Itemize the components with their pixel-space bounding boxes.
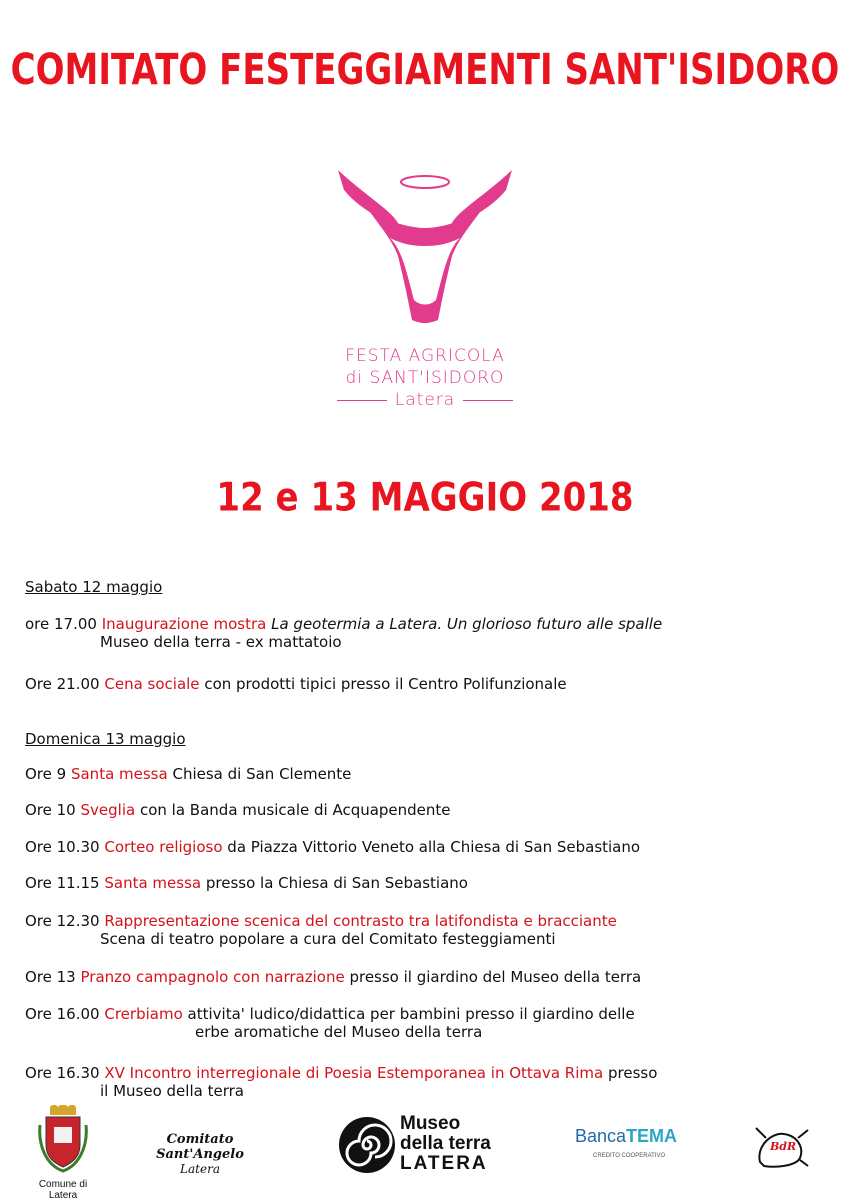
bdr-sponsor	[752, 1122, 812, 1172]
item-time: Ore 13	[25, 968, 76, 986]
item-event: Corteo religioso	[104, 838, 223, 856]
list-item	[25, 912, 617, 948]
item-event: Inaugurazione mostra	[101, 615, 267, 633]
sponsor-footer	[0, 1100, 850, 1200]
museo-text	[400, 1114, 491, 1174]
divider	[463, 400, 513, 401]
item-time: Ore 12.30	[25, 912, 100, 930]
item-time: Ore 11.15	[25, 874, 100, 892]
item-event: Santa messa	[70, 765, 168, 783]
museo-sponsor	[338, 1113, 518, 1186]
item-event: Rappresentazione scenica del contrasto tra latifondista e bracciante	[104, 912, 617, 930]
list-item	[25, 801, 451, 819]
item-event: Pranzo campagnolo con narrazione	[80, 968, 345, 986]
item-time: Ore 16.00	[25, 1005, 100, 1023]
museo-line3: LATERA	[400, 1153, 488, 1174]
item-time: Ore 10	[25, 801, 76, 819]
festa-logo-icon	[330, 160, 520, 330]
banca-sub: CREDITO COOPERATIVO	[593, 1153, 666, 1159]
item-detail: con la Banda musicale di Acquapendente	[139, 801, 451, 819]
logo-line2: di SANT'ISIDORO	[345, 368, 505, 388]
list-item	[25, 765, 351, 783]
item-detail: La geotermia a Latera. Un glorioso futuro alle spalle	[271, 615, 663, 633]
list-item	[25, 874, 468, 892]
item-event: Crerbiamo	[104, 1005, 183, 1023]
comitato-line1: Comitato Sant'Angelo	[156, 1132, 244, 1162]
item-detail: con prodotti tipici presso il Centro Polifunzionale	[204, 675, 567, 693]
list-item	[25, 838, 640, 856]
list-item	[25, 968, 641, 986]
item-sub: il Museo della terra	[100, 1082, 244, 1100]
banca-a: Banca	[575, 1126, 627, 1146]
logo-line1: FESTA AGRICOLA	[345, 346, 505, 366]
item-detail: Chiesa di San Clemente	[172, 765, 352, 783]
museo-line1: Museo	[400, 1113, 461, 1134]
item-time: Ore 21.00	[25, 675, 100, 693]
item-time: Ore 16.30	[25, 1064, 100, 1082]
day1-heading: Sabato 12 maggio	[25, 578, 163, 596]
item-event: Sveglia	[80, 801, 136, 819]
poster-title: COMITATO FESTEGGIAMENTI SANT'ISIDORO	[10, 45, 840, 95]
bdr-label: BdR	[770, 1140, 797, 1153]
museo-line2: della terra	[400, 1133, 491, 1154]
banca-b: TEMA	[626, 1126, 678, 1146]
item-detail: da Piazza Vittorio Veneto alla Chiesa di San Sebastiano	[227, 838, 641, 856]
list-item	[25, 675, 567, 693]
item-event: Santa messa	[104, 874, 202, 892]
item-sub: Museo della terra - ex mattatoio	[100, 633, 342, 651]
comitato-line2: Latera	[180, 1162, 220, 1176]
item-detail: presso la Chiesa di San Sebastiano	[205, 874, 468, 892]
divider	[337, 400, 387, 401]
day2-heading: Domenica 13 maggio	[25, 730, 186, 748]
item-sub: Scena di teatro popolare a cura del Comitato festeggiamenti	[100, 930, 556, 948]
comune-sponsor	[28, 1105, 98, 1201]
item-detail: presso	[608, 1064, 658, 1082]
item-time: Ore 10.30	[25, 838, 100, 856]
comitato-sponsor	[135, 1132, 265, 1176]
list-item	[25, 1064, 657, 1100]
item-time: Ore 9	[25, 765, 67, 783]
item-detail: presso il giardino del Museo della terra	[349, 968, 642, 986]
comune-label: Comune di Latera	[38, 1179, 88, 1201]
logo-place-text: Latera	[394, 390, 456, 410]
banca-logo	[575, 1126, 695, 1147]
list-item	[25, 615, 662, 651]
logo-place	[0, 389, 850, 411]
event-date: 12 e 13 MAGGIO 2018	[216, 475, 634, 521]
item-event: Cena sociale	[104, 675, 200, 693]
item-sub: erbe aromatiche del Museo della terra	[195, 1023, 483, 1041]
item-time: ore 17.00	[25, 615, 97, 633]
spiral-icon	[338, 1116, 396, 1174]
coat-of-arms-icon	[36, 1105, 90, 1175]
banca-sponsor	[575, 1126, 695, 1159]
logo-text	[0, 345, 850, 411]
list-item	[25, 1005, 635, 1041]
item-detail: attivita' ludico/didattica per bambini presso il giardino delle	[187, 1005, 635, 1023]
item-event: XV Incontro interregionale di Poesia Estemporanea in Ottava Rima	[104, 1064, 604, 1082]
